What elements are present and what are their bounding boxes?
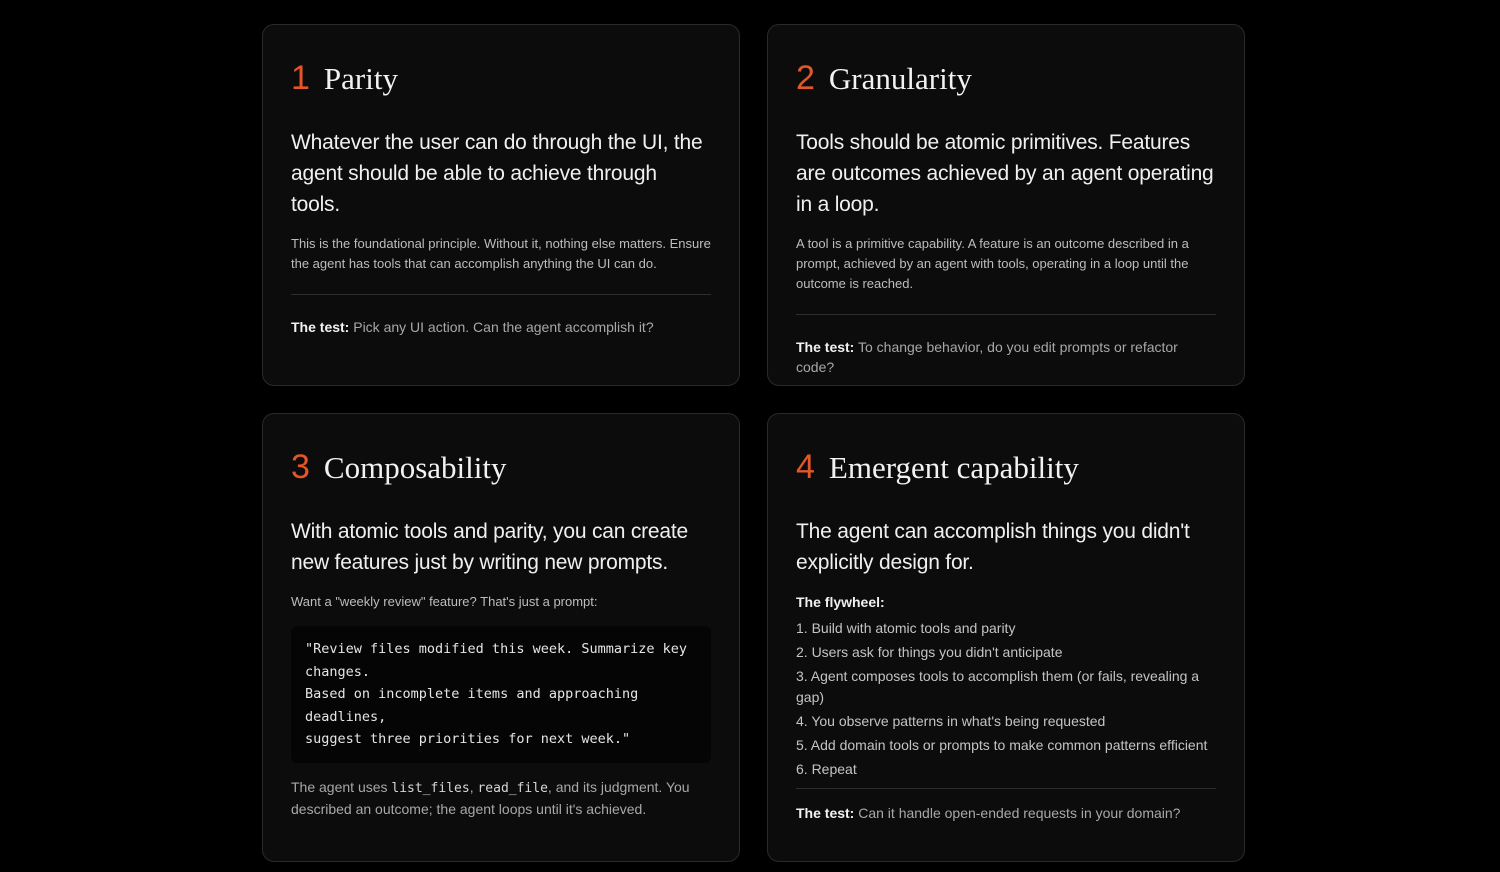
principle-card-parity [262,24,740,386]
flywheel-step: 4. You observe patterns in what's being requested [796,712,1106,729]
code-list-files: list_files [391,780,470,796]
principle-test [796,803,1216,823]
test-text: To change behavior, do you edit prompts or refactor code? [796,339,1178,375]
principle-body: This is the foundational principle. Without it, nothing else matters. Ensure the agent has tools that can accomplish anything the UI can do. [291,236,711,271]
flywheel-steps [796,618,1216,779]
flywheel-step: 6. Repeat [796,760,857,777]
principle-number: 1 [291,59,310,97]
principle-card-composability [262,413,740,862]
principle-card-granularity [767,24,1245,386]
principle-title: Composability [323,450,507,485]
test-label: The test: [291,319,350,335]
card-header [796,450,1216,494]
flywheel-step: 1. Build with atomic tools and parity [796,620,1016,636]
principle-title: Granularity [828,61,972,96]
principle-lead: Whatever the user can do through the UI, the agent should be able to achieve through tools. [291,131,703,216]
principle-lead: Tools should be atomic primitives. Features are outcomes achieved by an agent operating in a loop. [796,131,1214,216]
principle-body: A tool is a primitive capability. A feature is an outcome described in a prompt, achieved by an agent with tools, operating in a loop until the outcome is reached. [796,236,1189,291]
flywheel-step: 3. Agent composes tools to accomplish them (or fails, revealing a gap) [796,668,1200,705]
flywheel-step: 5. Add domain tools or prompts to make common patterns efficient [796,736,1208,753]
principle-card-emergent-capability [767,413,1245,862]
divider [796,314,1216,315]
card-header [796,61,1216,105]
principle-number: 4 [796,448,815,486]
principle-title: Parity [323,61,398,96]
divider [796,788,1216,789]
prompt-code-block: "Review files modified this week. Summarize key changes. Based on incomplete items and approaching deadlines, suggest three priorities for next week." [291,626,711,763]
flywheel-label: The flywheel: [796,594,885,610]
principle-number: 3 [291,448,310,486]
principle-lead: The agent can accomplish things you didn't explicitly design for. [796,520,1190,574]
principle-body: Want a "weekly review" feature? That's just a prompt: [291,594,598,609]
principle-test [291,317,711,337]
card-header [291,450,711,494]
principle-lead: With atomic tools and parity, you can create new features just by writing new prompts. [291,520,688,574]
test-text: Can it handle open-ended requests in your domain? [854,805,1181,821]
principle-test [796,337,1216,377]
followup-text: The agent uses [291,778,392,795]
divider [291,294,711,295]
principle-followup [291,777,711,820]
test-label: The test: [796,339,855,355]
test-label: The test: [796,805,855,821]
flywheel-step: 2. Users ask for things you didn't anticipate [796,644,1063,660]
followup-text: , and its judgment. You described an outcome; the agent loops until it's achieved. [291,778,690,817]
followup-text: , [469,778,478,795]
principle-number: 2 [796,59,815,97]
code-read-file: read_file [477,780,548,796]
test-text: Pick any UI action. Can the agent accomplish it? [349,319,654,335]
principle-title: Emergent capability [828,450,1079,485]
card-header [291,61,711,105]
